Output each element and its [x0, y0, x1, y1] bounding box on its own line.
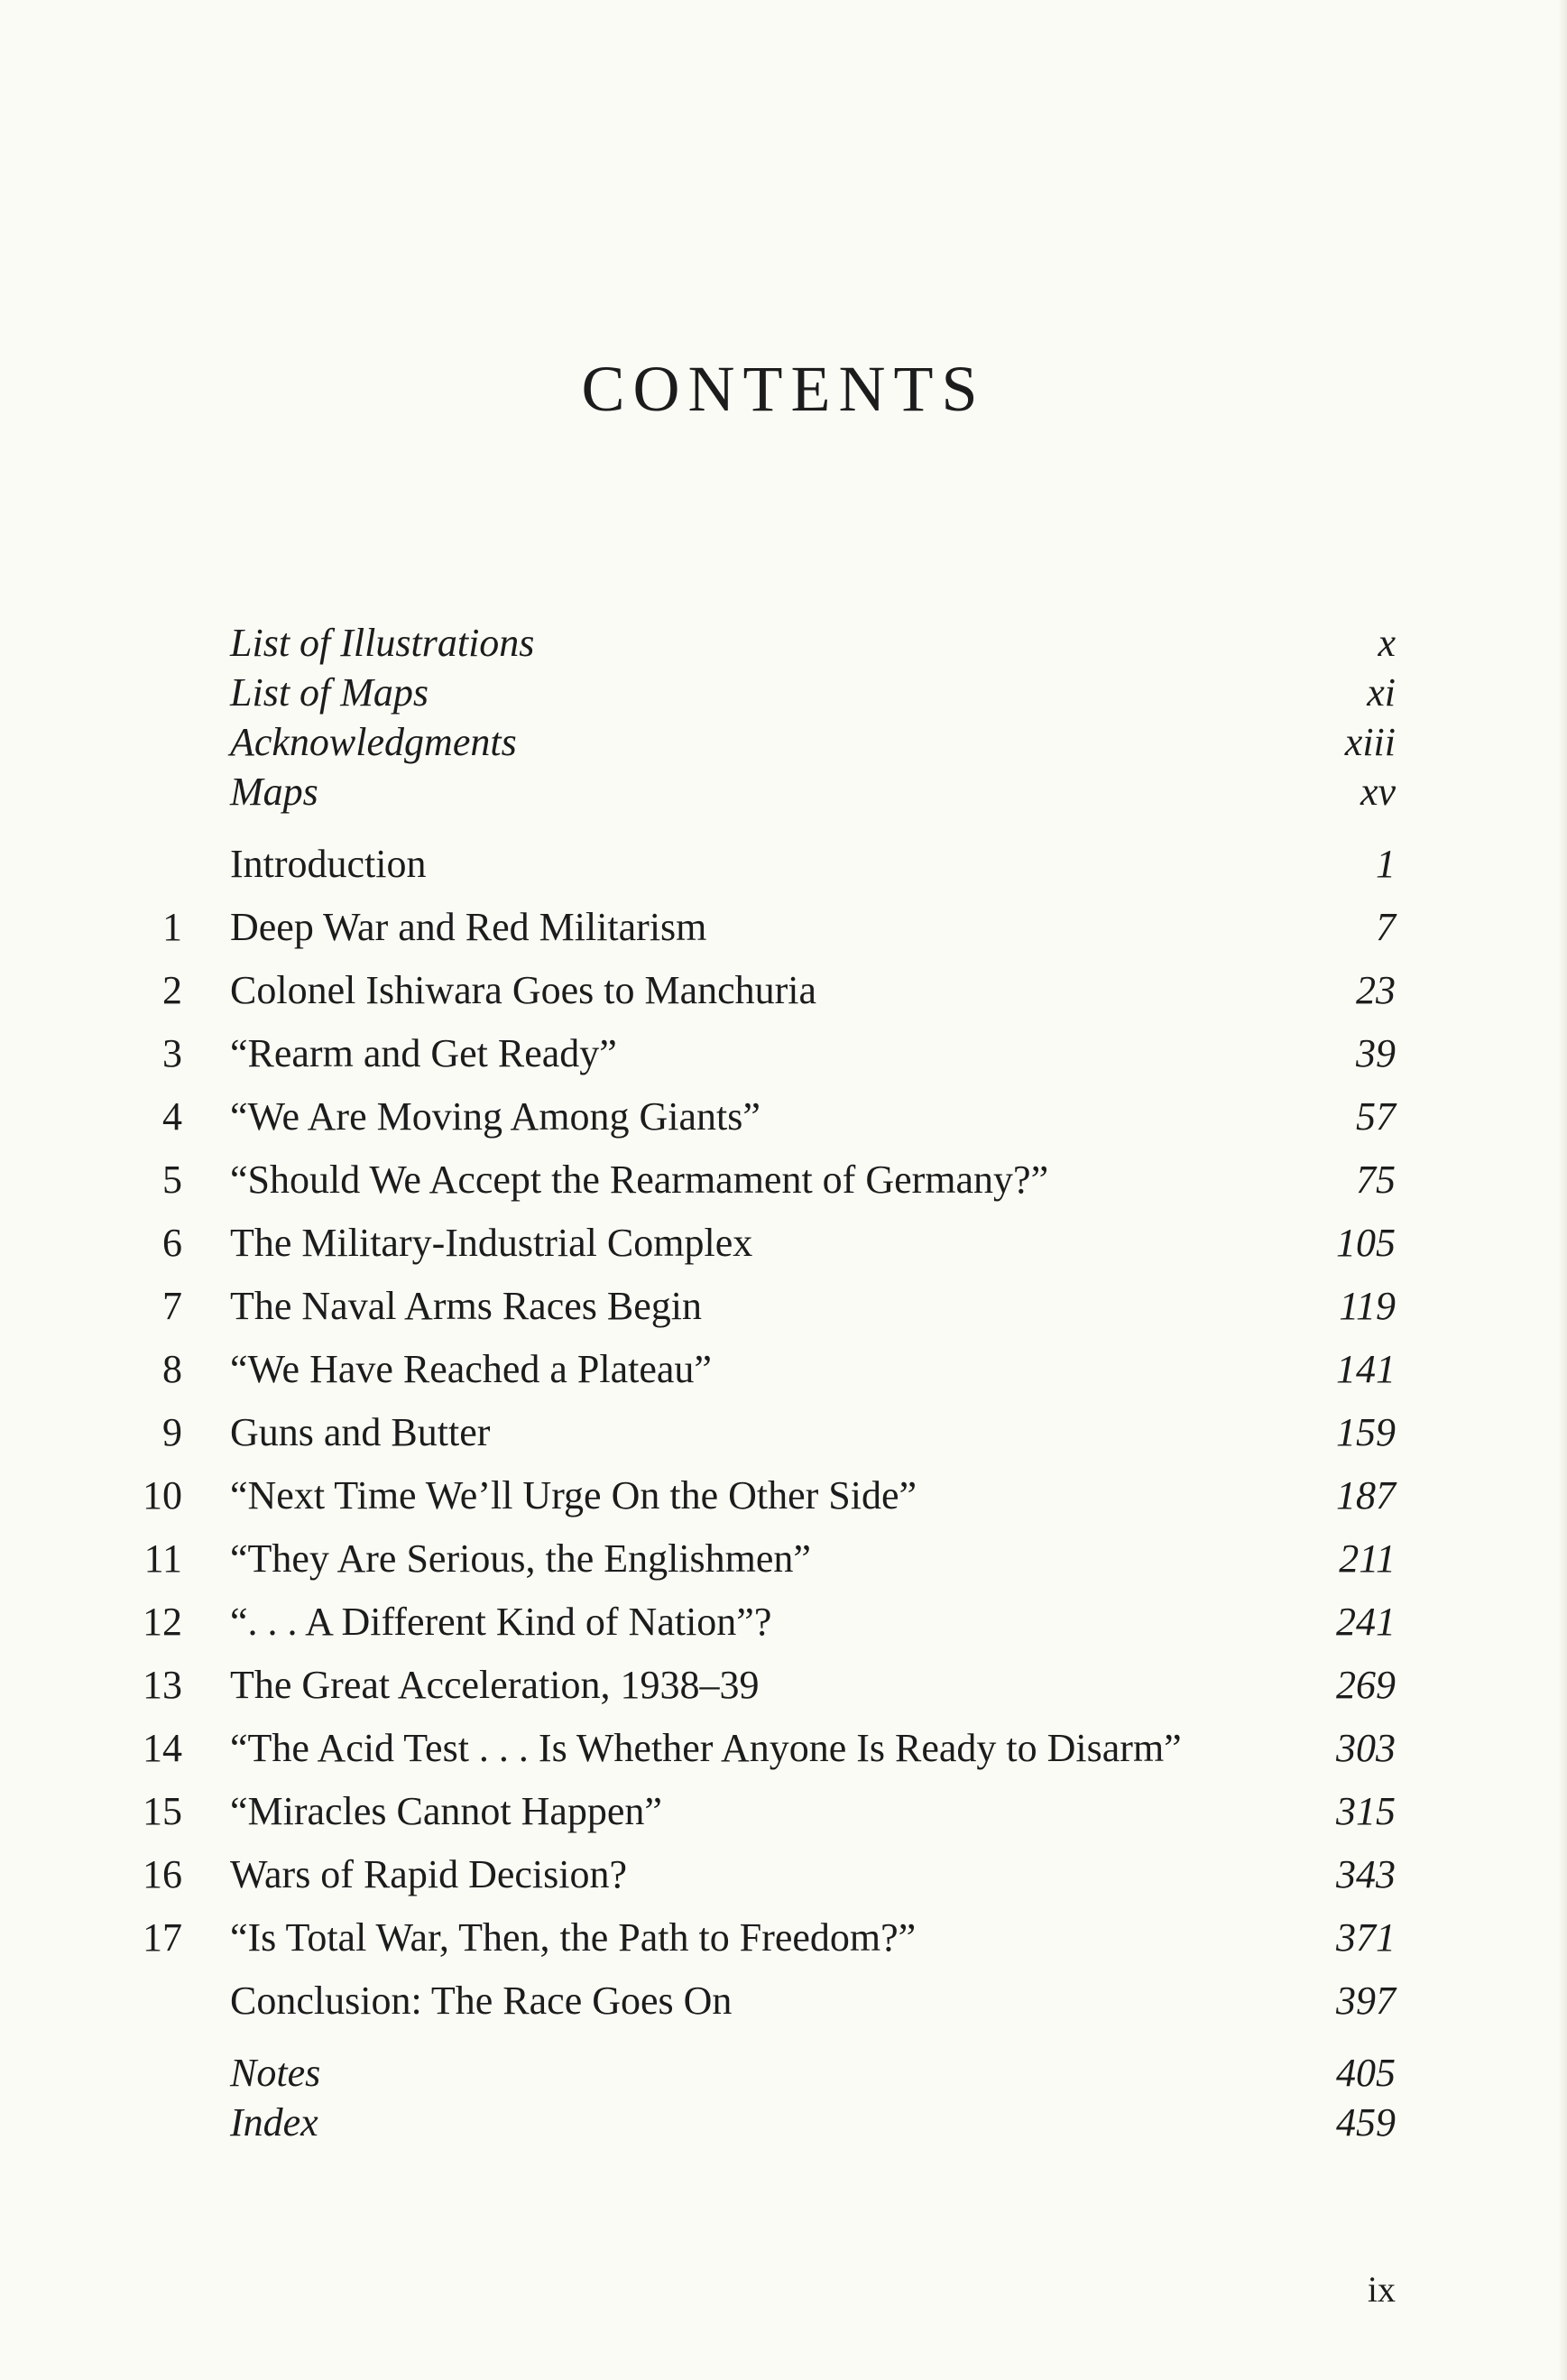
- toc-entry-chapter: [0, 1151, 1567, 1209]
- toc-entry-page: 23: [1356, 968, 1396, 1012]
- toc-entry-back-matter: [0, 2094, 1567, 2152]
- toc-entry-page: 211: [1339, 1536, 1396, 1581]
- toc-entry-chapter: [0, 835, 1567, 893]
- toc-entry-label: The Military-Industrial Complex: [230, 1221, 753, 1265]
- toc-entry-number: 12: [143, 1600, 182, 1644]
- toc-entry-label: “Is Total War, Then, the Path to Freedom?”: [230, 1915, 917, 1960]
- toc-entry-number: 4: [162, 1094, 182, 1139]
- toc-entry-page: 159: [1336, 1410, 1396, 1454]
- toc-entry-label: The Great Acceleration, 1938–39: [230, 1663, 760, 1707]
- toc-entry-label: Colonel Ishiwara Goes to Manchuria: [230, 968, 817, 1012]
- page-number: ix: [1367, 2269, 1396, 2310]
- toc-entry-label: Introduction: [230, 842, 427, 886]
- toc-entry-label: Wars of Rapid Decision?: [230, 1852, 627, 1896]
- toc-entry-chapter: [0, 1278, 1567, 1335]
- toc-entry-chapter: [0, 1530, 1567, 1588]
- toc-entry-label: “They Are Serious, the Englishmen”: [230, 1536, 811, 1581]
- toc-entry-chapter: [0, 1656, 1567, 1714]
- toc-entry-label: Notes: [230, 2051, 321, 2095]
- toc-entry-front-matter: [0, 763, 1567, 821]
- toc-entry-page: 141: [1336, 1347, 1396, 1391]
- toc-entry-chapter: [0, 962, 1567, 1019]
- toc-entry-label: “We Are Moving Among Giants”: [230, 1094, 760, 1139]
- toc-entry-page: 241: [1336, 1600, 1396, 1644]
- toc-entry-number: 5: [162, 1158, 182, 1202]
- toc-entry-label: The Naval Arms Races Begin: [230, 1284, 702, 1328]
- toc-entry-page: 269: [1336, 1663, 1396, 1707]
- toc-entry-label: Maps: [230, 770, 318, 814]
- toc-entry-label: Guns and Butter: [230, 1410, 491, 1454]
- toc-entry-number: 3: [162, 1031, 182, 1075]
- toc-entry-label: Deep War and Red Militarism: [230, 905, 707, 949]
- toc-entry-number: 7: [162, 1284, 182, 1328]
- toc-entry-chapter: [0, 1783, 1567, 1840]
- toc-entry-chapter: [0, 1467, 1567, 1525]
- toc-entry-chapter: [0, 1088, 1567, 1146]
- toc-entry-label: “Should We Accept the Rearmament of Germany?”: [230, 1158, 1049, 1202]
- toc-entry-page: 7: [1376, 905, 1396, 949]
- toc-entry-number: 13: [143, 1663, 182, 1707]
- toc-entry-page: 119: [1339, 1284, 1396, 1328]
- toc-entry-number: 15: [143, 1789, 182, 1833]
- toc-entry-label: “We Have Reached a Plateau”: [230, 1347, 712, 1391]
- toc-entry-number: 1: [162, 905, 182, 949]
- toc-entry-page: 397: [1336, 1979, 1396, 2023]
- toc-entry-number: 8: [162, 1347, 182, 1391]
- toc-entry-page: 371: [1336, 1915, 1396, 1960]
- page-title: CONTENTS: [581, 353, 986, 425]
- toc-entry-number: 17: [143, 1915, 182, 1960]
- toc-entry-chapter: [0, 1341, 1567, 1398]
- toc-entry-page: xi: [1367, 670, 1396, 715]
- toc-entry-number: 16: [143, 1852, 182, 1896]
- toc-entry-page: xv: [1360, 770, 1396, 814]
- toc-entry-number: 9: [162, 1410, 182, 1454]
- toc-entry-chapter: [0, 1972, 1567, 2030]
- toc-entry-number: 14: [143, 1726, 182, 1770]
- toc-entry-label: List of Illustrations: [230, 621, 535, 665]
- toc-entry-page: 105: [1336, 1221, 1396, 1265]
- toc-entry-page: x: [1378, 621, 1396, 665]
- toc-entry-page: 1: [1376, 842, 1396, 886]
- toc-entry-label: “Next Time We’ll Urge On the Other Side”: [230, 1473, 917, 1517]
- toc-entry-label: “Miracles Cannot Happen”: [230, 1789, 662, 1833]
- toc-entry-chapter: [0, 1214, 1567, 1272]
- toc-entry-page: 75: [1356, 1158, 1396, 1202]
- toc-entry-label: List of Maps: [230, 670, 429, 715]
- toc-entry-page: 39: [1356, 1031, 1396, 1075]
- toc-entry-page: 187: [1336, 1473, 1396, 1517]
- toc-entry-chapter: [0, 1593, 1567, 1651]
- toc-entry-page: 343: [1336, 1852, 1396, 1896]
- toc-entry-page: 57: [1356, 1094, 1396, 1139]
- toc-entry-label: “The Acid Test . . . Is Whether Anyone Is Ready to Disarm”: [230, 1726, 1182, 1770]
- toc-entry-label: “Rearm and Get Ready”: [230, 1031, 617, 1075]
- toc-entry-page: 315: [1336, 1789, 1396, 1833]
- toc-entry-chapter: [0, 899, 1567, 956]
- toc-entry-label: Conclusion: The Race Goes On: [230, 1979, 733, 2023]
- toc-entry-number: 10: [143, 1473, 182, 1517]
- toc-entry-number: 6: [162, 1221, 182, 1265]
- toc-entry-page: 459: [1336, 2100, 1396, 2145]
- toc-entry-chapter: [0, 1909, 1567, 1967]
- toc-entry-label: Index: [230, 2100, 318, 2145]
- toc-entry-label: “. . . A Different Kind of Nation”?: [230, 1600, 772, 1644]
- toc-entry-chapter: [0, 1846, 1567, 1904]
- toc-entry-number: 11: [143, 1536, 182, 1581]
- toc-entry-number: 2: [162, 968, 182, 1012]
- toc-entry-chapter: [0, 1720, 1567, 1777]
- toc-entry-page: 303: [1336, 1726, 1396, 1770]
- toc-entry-page: 405: [1336, 2051, 1396, 2095]
- toc-entry-chapter: [0, 1404, 1567, 1462]
- toc-entry-label: Acknowledgments: [230, 720, 517, 764]
- toc-entry-chapter: [0, 1025, 1567, 1083]
- toc-entry-page: xiii: [1344, 720, 1396, 764]
